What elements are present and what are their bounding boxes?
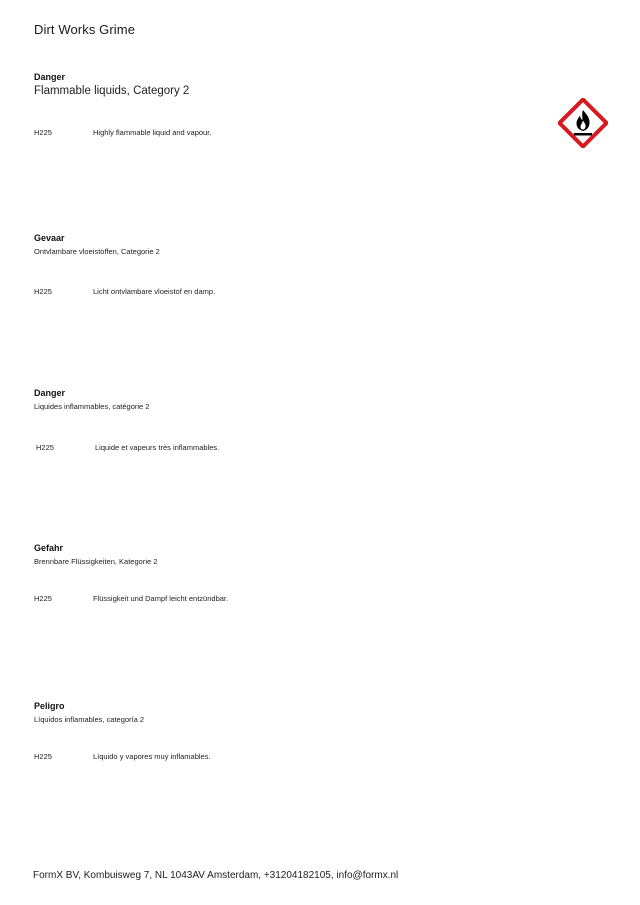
hazard-section-de [34, 543, 554, 603]
hazard-classification: Brennbare Flüssigkeiten, Kategorie 2 [34, 557, 158, 566]
hazard-classification: Ontvlambare vloeistoffen, Categorie 2 [34, 247, 160, 256]
hazard-statement: Flüssigkeit und Dampf leicht entzündbar. [93, 594, 229, 603]
signal-word: Peligro [34, 701, 65, 711]
hazard-code: H225 [34, 752, 52, 761]
hazard-section-es [34, 701, 554, 761]
hazard-statement: Licht ontvlambare vloeistof en damp. [93, 287, 216, 296]
signal-word: Gefahr [34, 543, 64, 553]
signal-word: Gevaar [34, 233, 65, 243]
footer-contact: FormX BV, Kombuisweg 7, NL 1043AV Amsterdam, +31204182105, info@formx.nl [33, 870, 399, 881]
hazard-classification: Liquides inflammables, catégorie 2 [34, 402, 150, 411]
hazard-classification: Flammable liquids, Category 2 [34, 85, 190, 97]
hazard-statement: Liquide et vapeurs très inflammables. [95, 443, 220, 452]
hazard-section-en [34, 72, 554, 137]
hazard-statement: Highly flammable liquid and vapour. [93, 128, 212, 137]
signal-word: Danger [34, 388, 66, 398]
signal-word: Danger [34, 72, 66, 82]
hazard-classification: Líquidos inflamables, categoría 2 [34, 715, 145, 724]
ghs-flame-icon [558, 98, 608, 148]
hazard-section-nl [34, 233, 554, 296]
hazard-statement: Líquido y vapores muy inflamables. [93, 752, 211, 761]
hazard-code: H225 [34, 594, 52, 603]
hazard-code: H225 [34, 287, 52, 296]
hazard-code: H225 [34, 128, 52, 137]
hazard-code: H225 [36, 443, 54, 452]
hazard-section-fr [34, 388, 554, 452]
product-title: Dirt Works Grime [34, 22, 136, 37]
